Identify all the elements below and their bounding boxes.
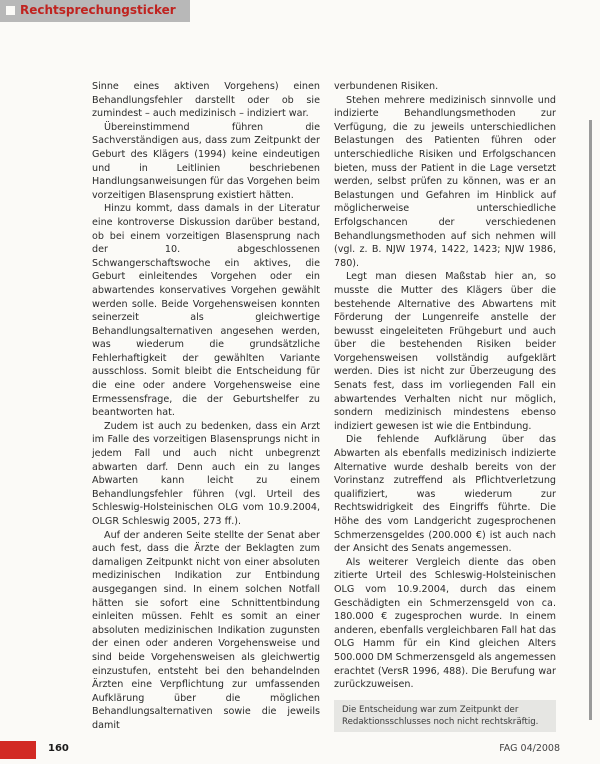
section-title: Rechtsprechungsticker — [20, 3, 176, 17]
paragraph: Zudem ist auch zu bedenken, dass ein Arzt im Falle des vorzeitigen Blasensprungs nicht in jedem Fall und auch nicht unbegrenzt abwarten darf. Denn auch ein zu langes Abwarten kann leicht zu einem Behandlungsfehler führen (vgl. Urteil des Schleswig-Holsteinischen OLG vom 10.9.2004, OLGR Schleswig 2005, 273 ff.). — [92, 420, 320, 527]
page-edge-rule — [589, 120, 592, 720]
paragraph: Hinzu kommt, dass damals in der Literatur eine kontroverse Diskussion darüber bestand, ob bei einem vorzeitigen Blasensprung nach der 10. abgeschlossenen Schwangerschaftswoche ein aktives, die Geburt einleitendes Vorgehen oder ein abwartendes konservatives Vorgehen gewählt werden solle. Beide Vorgehensweisen konnten seinerzeit als gleichwertige Behandlungsalternativen angesehen werden, was wiederum die grundsätzliche Fehlerhaftigkeit der gewählten Variante ausschloss. Somit bleibt die Entscheidung für die eine oder andere Vorgehensweise eine Ermessensfrage, die der Geburtshelfer zu beantworten hat. — [92, 203, 320, 419]
paragraph: Übereinstimmend führen die Sachverständigen aus, dass zum Zeitpunkt der Geburt des Klägers (1994) keine eindeutigen und in Leitlinien beschriebenen Handlungsanweisungen für das Vorgehen beim vorzeitigen Blasensprung existiert hätten. — [92, 121, 320, 201]
left-column — [92, 80, 320, 733]
paragraph: Sinne eines aktiven Vorgehens) einen Behandlungsfehler darstellt oder ob sie zumindest – auch medizinisch – indiziert war. — [92, 81, 320, 120]
page-footer — [0, 741, 600, 759]
section-ribbon — [0, 0, 190, 22]
paragraph: Die fehlende Aufklärung über das Abwarten als ebenfalls medizinisch indizierte Alternative wurde deshalb bereits von der Vorinstanz zutreffend als Pflichtverletzung qualifiziert, was wiederum zur Rechtswidrigkeit des Eingriffs führte. Die Höhe des vom Landgericht zugesprochenen Schmerzensgeldes (200.000 €) ist auch nach der Ansicht des Senats angemessen. — [334, 434, 556, 555]
page-number: 160 — [48, 743, 69, 754]
footer-accent-bar — [0, 741, 36, 759]
paragraph: Legt man diesen Maßstab hier an, so musste die Mutter des Klägers über die bestehende Alternative des Abwartens mit Förderung der Lungenreife anstelle der bewusst eingeleiteten Frühgeburt und auch über die bestehenden Risiken beider Vorgehensweisen vollständig aufgeklärt werden. Dies ist nicht zur Überzeugung des Senats fest, dass im vorliegenden Fall ein abwartendes Verhalten nicht nur möglich, sondern medizinisch mindestens ebenso indiziert gewesen ist wie die Entbindung. — [334, 271, 556, 432]
status-note: Die Entscheidung war zum Zeitpunkt der Redaktionsschlusses noch nicht rechtskräftig. — [334, 700, 556, 732]
paragraph: Auf der anderen Seite stellte der Senat aber auch fest, dass die Ärzte der Beklagten zum damaligen Zeitpunkt nicht von einer absoluten medizinischen Indikation zur Entbindung ausgegangen sind. In einem solchen Notfall hätten sie sofort eine Schnittentbindung einleiten müssen. Fehlt es somit an einer absoluten medizinischen Indikation zugunsten der einen oder anderen Vorgehensweise und sind beide Vorgehensweisen als gleichwertig einzustufen, entsteht bei den behandelnden Ärzten eine Verpflichtung zur umfassenden Aufklärung über die möglichen Behandlungsalternativen sowie die jeweils damit — [92, 529, 320, 731]
square-bullet-icon — [6, 6, 15, 15]
journal-reference: FAG 04/2008 — [499, 743, 560, 754]
paragraph: verbundenen Risiken. — [334, 81, 439, 92]
paragraph: Stehen mehrere medizinisch sinnvolle und indizierte Behandlungsmethoden zur Verfügung, die zu jeweils unterschiedlichen Belastungen des Patienten führen oder unterschiedliche Risiken und Erfolgschancen bieten, muss der Patient in die Lage versetzt werden, selbst prüfen zu können, was er an Belastungen und Gefahren im Hinblick auf möglicherweise unterschiedliche Erfolgschancen der verschiedenen Behandlungsmethoden auf sich nehmen will (vgl. z. B. NJW 1974, 1422, 1423; NJW 1986, 780). — [334, 94, 556, 269]
paragraph: Als weiterer Vergleich diente das oben zitierte Urteil des Schleswig-Holsteinischen OLG vom 10.9.2004, durch das einem Geschädigten ein Schmerzensgeld von ca. 180.000 € zugesprochen wurde. In einem anderen, ebenfalls vergleichbaren Fall hat das OLG Hamm für ein Kind gleichen Alters 500.000 DM Schmerzensgeld als angemessen erachtet (VersR 1996, 488). Die Berufung war zurückzuweisen. — [334, 556, 556, 691]
right-column — [334, 80, 556, 732]
